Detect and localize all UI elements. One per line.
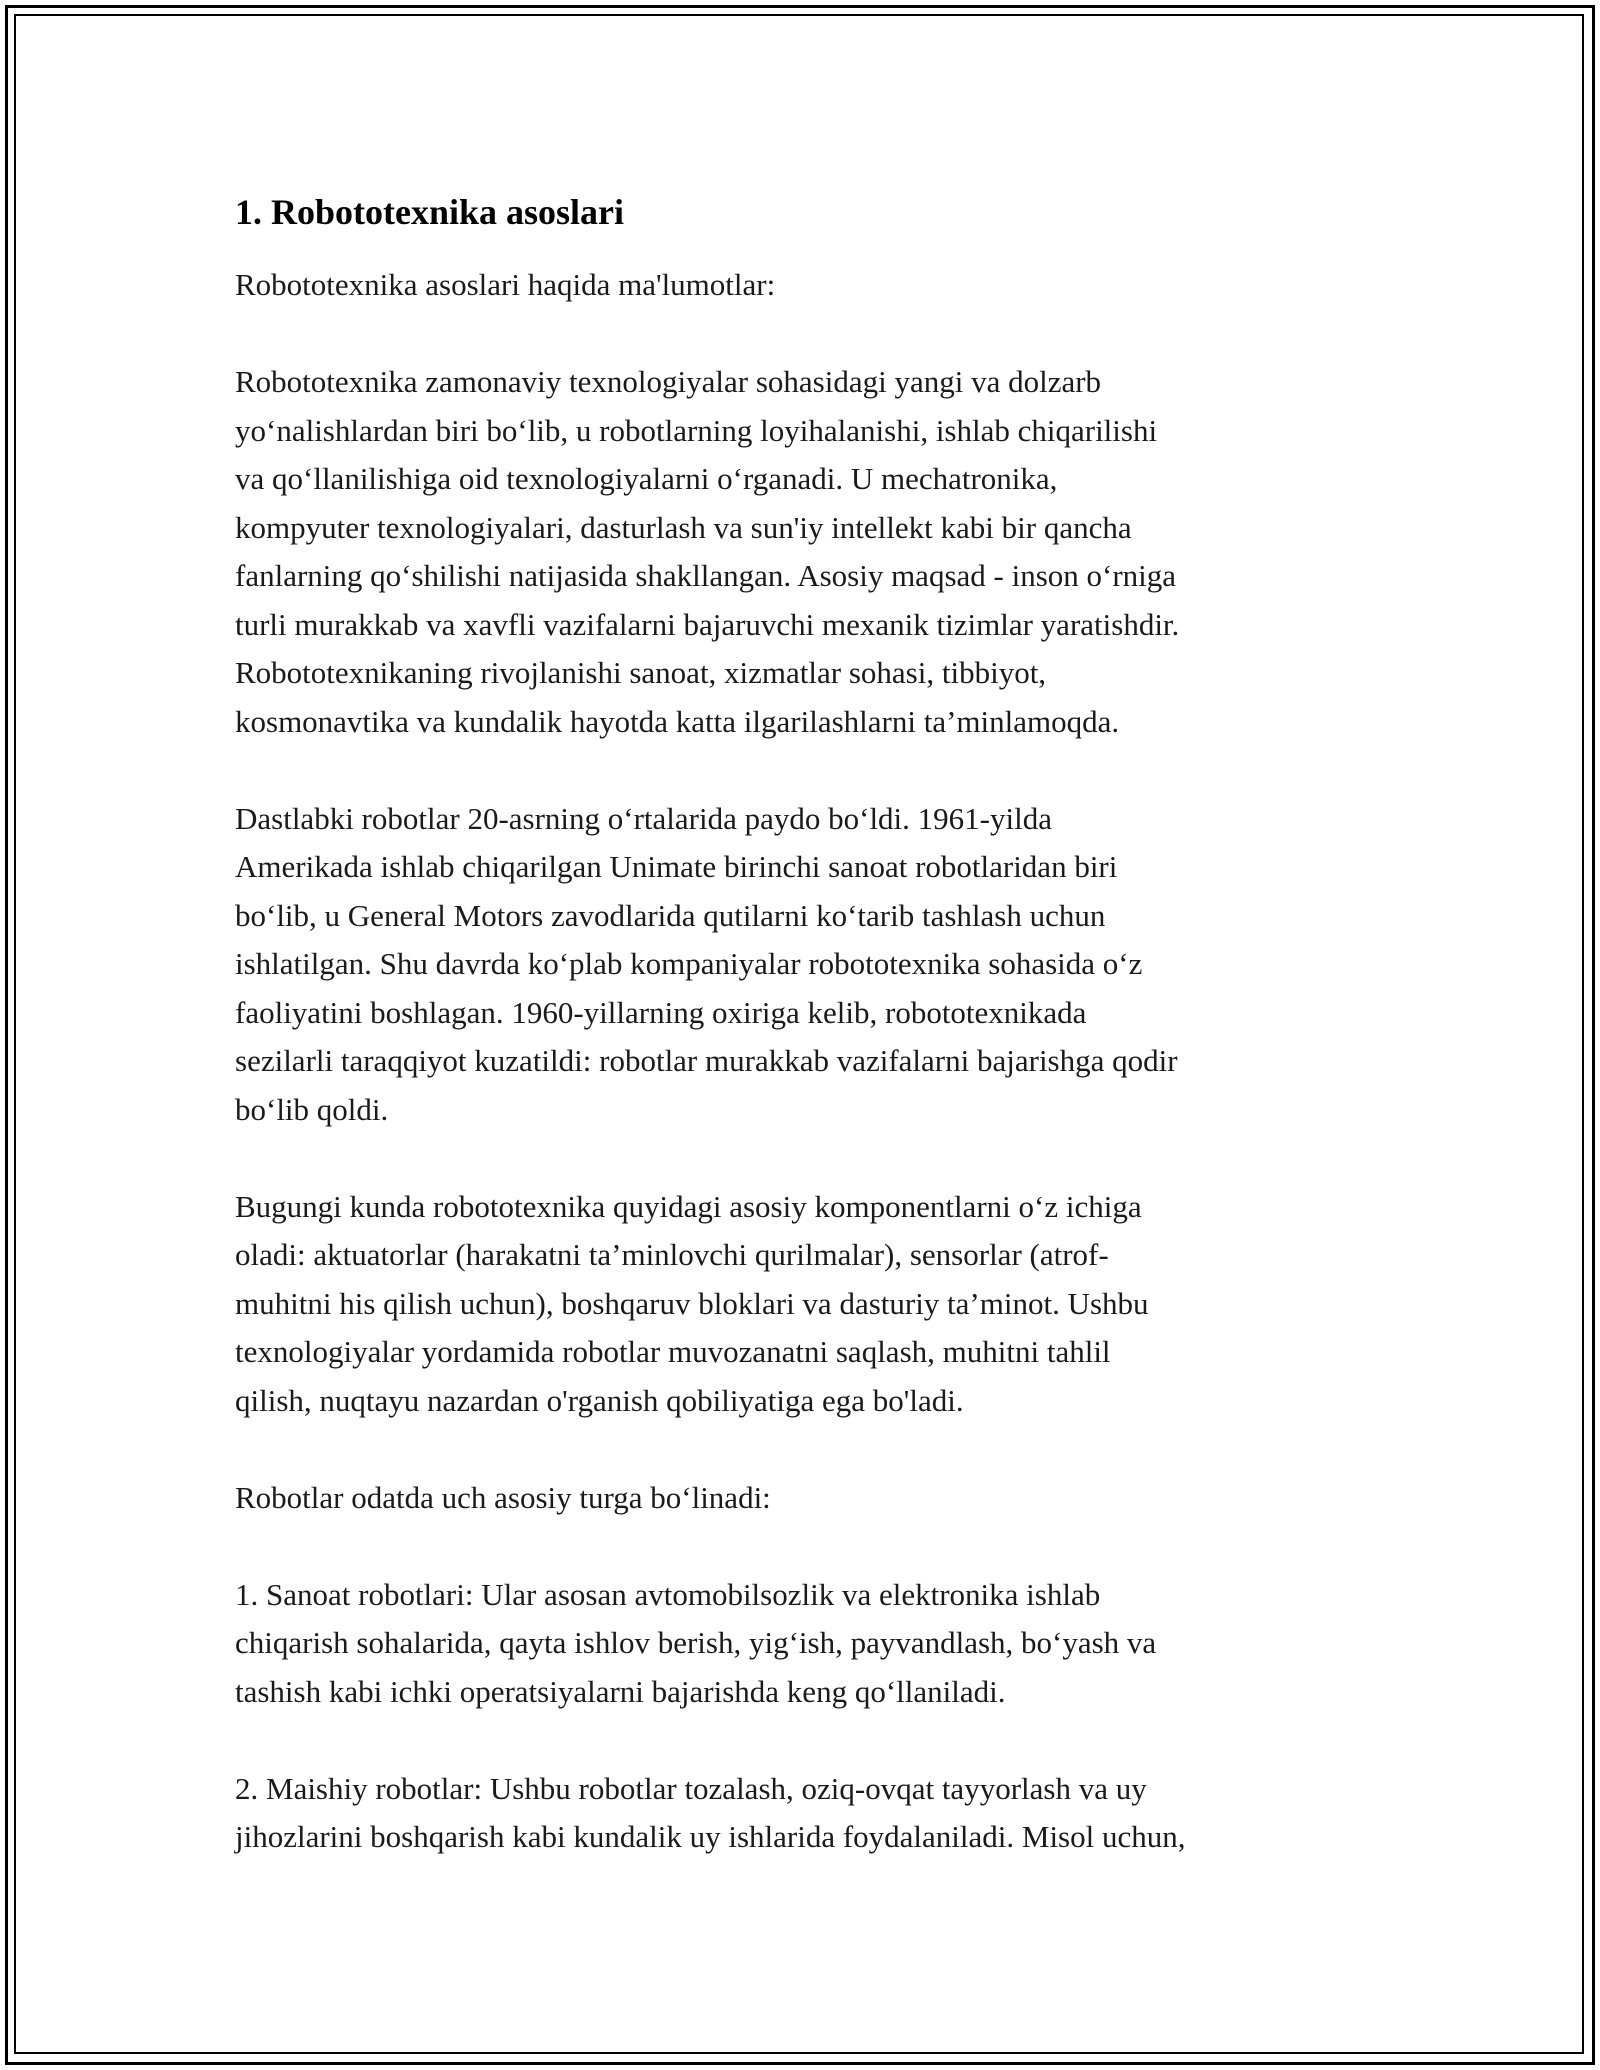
list-item-industrial-robots: 1. Sanoat robotlari: Ular asosan avtomobilsozlik va elektronika ishlab chiqarish sohalarida, qayta ishlov berish, yig‘ish, payvandlash, bo‘yash va tashish kabi ichki operatsiyalarni bajarishda keng qo‘llaniladi. (235, 1576, 1157, 1709)
document-body (235, 188, 1375, 1862)
paragraph-components: Bugungi kunda robototexnika quyidagi asosiy komponentlarni o‘z ichiga oladi: aktuatorlar (harakatni ta’minlovchi qurilmalar), sensorlar (atrof- muhitni his qilish uchun), boshqaruv bloklari va dasturiy ta’minot. Ushbu texnologiyalar yordamida robotlar muvozanatni saqlash, muhitni tahlil qilish, nuqtayu nazardan o'rganish qobiliyatiga ega bo'ladi. (235, 1188, 1149, 1418)
paragraph-definition: Robototexnika zamonaviy texnologiyalar sohasidagi yangi va dolzarb yo‘nalishlardan biri bo‘lib, u robotlarning loyihalanishi, ishlab chiqarilishi va qo‘llanilishiga oid texnologiyalarni o‘rganadi. U mechatronika, kompyuter texnologiyalari, dasturlash va sun'iy intellekt kabi bir qancha fanlarning qo‘shilishi natijasida shakllangan. Asosiy maqsad - inson o‘rniga turli murakkab va xavfli vazifalarni bajaruvchi mexanik tizimlar yaratishdir. Robototexnikaning rivojlanishi sanoat, xizmatlar sohasi, tibbiyot, kosmonavtika va kundalik hayotda katta ilgarilashlarni ta’minlamoqda. (235, 364, 1180, 739)
intro-line: Robototexnika asoslari haqida ma'lumotlar: (235, 267, 776, 302)
paragraph-history: Dastlabki robotlar 20-asrning o‘rtalarida paydo bo‘ldi. 1961-yilda Amerikada ishlab chiqarilgan Unimate birinchi sanoat robotlaridan biri bo‘lib, u General Motors zavodlarida qutilarni ko‘tarib tashlash uchun ishlatilgan. Shu davrda ko‘plab kompaniyalar robototexnika sohasida o‘z faoliyatini boshlagan. 1960-yillarning oxiriga kelib, robototexnikada sezilarli taraqqiyot kuzatildi: robotlar murakkab vazifalarni bajarishga qodir bo‘lib qoldi. (235, 800, 1178, 1127)
list-item-household-robots: 2. Maishiy robotlar: Ushbu robotlar tozalash, oziq-ovqat tayyorlash va uy jihozlarini boshqarish kabi kundalik uy ishlarida foydalaniladi. Misol uchun, (235, 1770, 1186, 1854)
section-heading: 1. Robototexnika asoslari (235, 192, 625, 232)
paragraph-robot-types-intro: Robotlar odatda uch asosiy turga bo‘linadi: (235, 1479, 771, 1515)
